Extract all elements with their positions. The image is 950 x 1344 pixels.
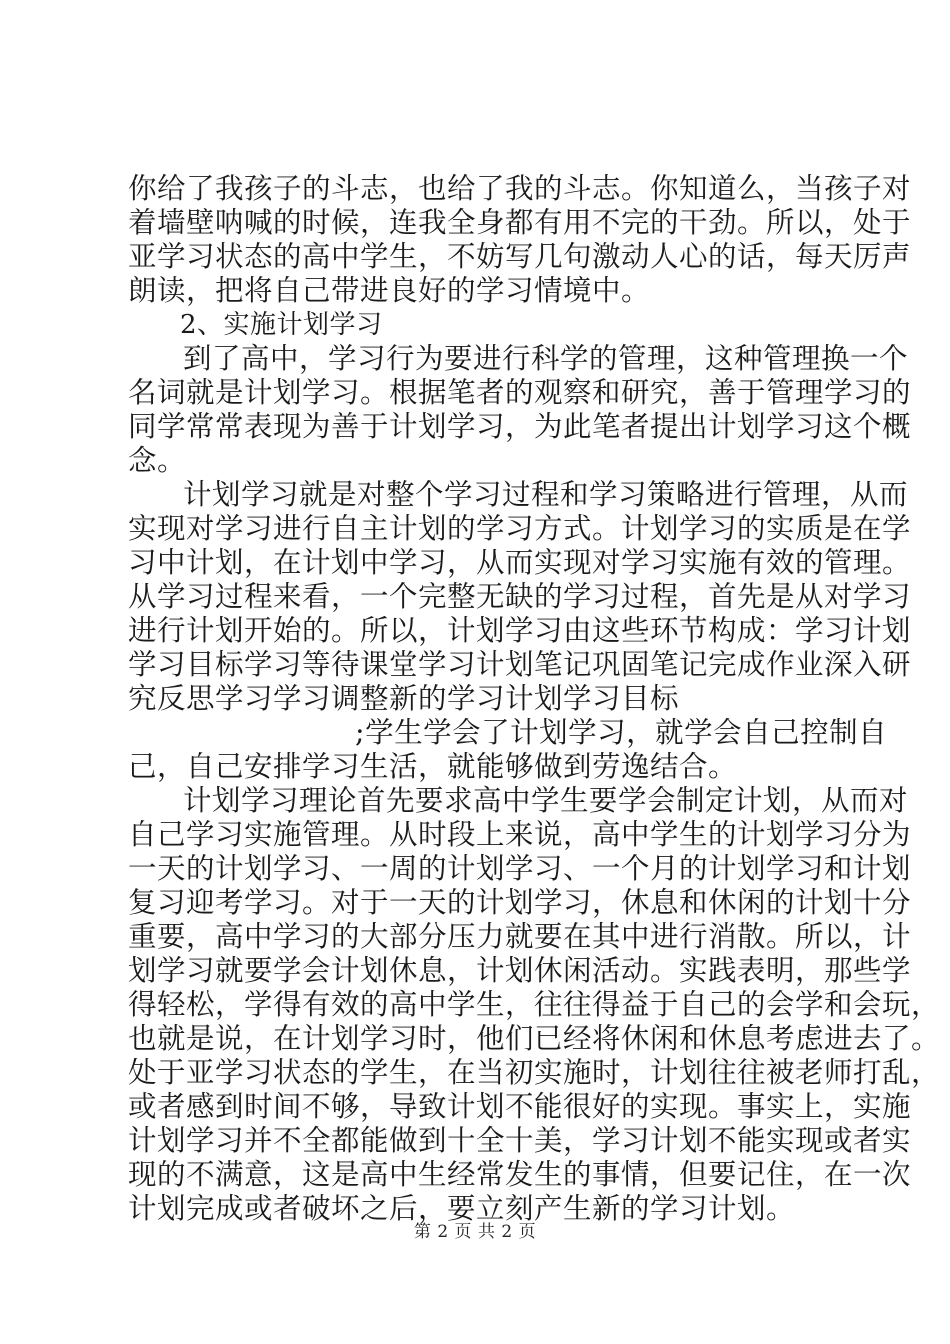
- page-footer: 第 2 页 共 2 页: [413, 1222, 537, 1242]
- paragraph-line: 名词就是计划学习。根据笔者的观察和研究，善于管理学习的: [128, 376, 912, 409]
- paragraph-line: 你给了我孩子的斗志，也给了我的斗志。你知道么，当孩子对: [128, 172, 912, 205]
- paragraph-line: 念。: [128, 444, 187, 477]
- section-heading: 2、实施计划学习: [180, 310, 383, 340]
- paragraph-line: 计划学习就是对整个学习过程和学习策略进行管理，从而: [183, 478, 909, 511]
- paragraph-line: 到了高中，学习行为要进行科学的管理，这种管理换一个: [183, 342, 909, 375]
- paragraph-line: 朗读，把将自己带进良好的学习情境中。: [128, 274, 651, 307]
- paragraph-line: ;学生学会了计划学习，就学会自己控制自: [355, 716, 888, 749]
- paragraph-line: 实现对学习进行自主计划的学习方式。计划学习的实质是在学: [128, 512, 912, 545]
- paragraph-line: 同学常常表现为善于计划学习，为此笔者提出计划学习这个概: [128, 410, 912, 443]
- paragraph-line: 划学习就要学会计划休息，计划休闲活动。实践表明，那些学: [128, 954, 912, 987]
- paragraph-line: 着墙壁呐喊的时候，连我全身都有用不完的干劲。所以，处于: [128, 206, 912, 239]
- paragraph-line: 进行计划开始的。所以，计划学习由这些环节构成：学习计划: [128, 614, 912, 647]
- paragraph-line: 从学习过程来看，一个完整无缺的学习过程，首先是从对学习: [128, 580, 912, 613]
- paragraph-line: 重要，高中学习的大部分压力就要在其中进行消散。所以，计: [128, 920, 912, 953]
- paragraph-line: 自己学习实施管理。从时段上来说，高中学生的计划学习分为: [128, 818, 912, 851]
- paragraph-line: 处于亚学习状态的学生，在当初实施时，计划往往被老师打乱，: [128, 1056, 941, 1089]
- paragraph-line: 己，自己安排学习生活，就能够做到劳逸结合。: [128, 750, 738, 783]
- paragraph-line: 现的不满意，这是高中生经常发生的事情，但要记住，在一次: [128, 1158, 912, 1191]
- paragraph-line: 也就是说，在计划学习时，他们已经将休闲和休息考虑进去了。: [128, 1022, 941, 1055]
- paragraph-line: 究反思学习学习调整新的学习计划学习目标: [128, 682, 680, 715]
- paragraph-line: 亚学习状态的高中学生，不妨写几句激动人心的话，每天厉声: [128, 240, 912, 273]
- paragraph-line: 复习迎考学习。对于一天的计划学习，休息和休闲的计划十分: [128, 886, 912, 919]
- paragraph-line: 计划完成或者破坏之后，要立刻产生新的学习计划。: [128, 1192, 796, 1225]
- paragraph-line: 计划学习理论首先要求高中学生要学会制定计划，从而对: [183, 784, 909, 817]
- paragraph-line: 计划学习并不全都能做到十全十美，学习计划不能实现或者实: [128, 1124, 912, 1157]
- paragraph-line: 得轻松，学得有效的高中学生，往往得益于自己的会学和会玩，: [128, 988, 941, 1021]
- paragraph-line: 一天的计划学习、一周的计划学习、一个月的计划学习和计划: [128, 852, 912, 885]
- paragraph-line: 学习目标学习等待课堂学习计划笔记巩固笔记完成作业深入研: [128, 648, 912, 681]
- paragraph-line: 或者感到时间不够，导致计划不能很好的实现。事实上，实施: [128, 1090, 912, 1123]
- paragraph-line: 习中计划，在计划中学习，从而实现对学习实施有效的管理。: [128, 546, 912, 579]
